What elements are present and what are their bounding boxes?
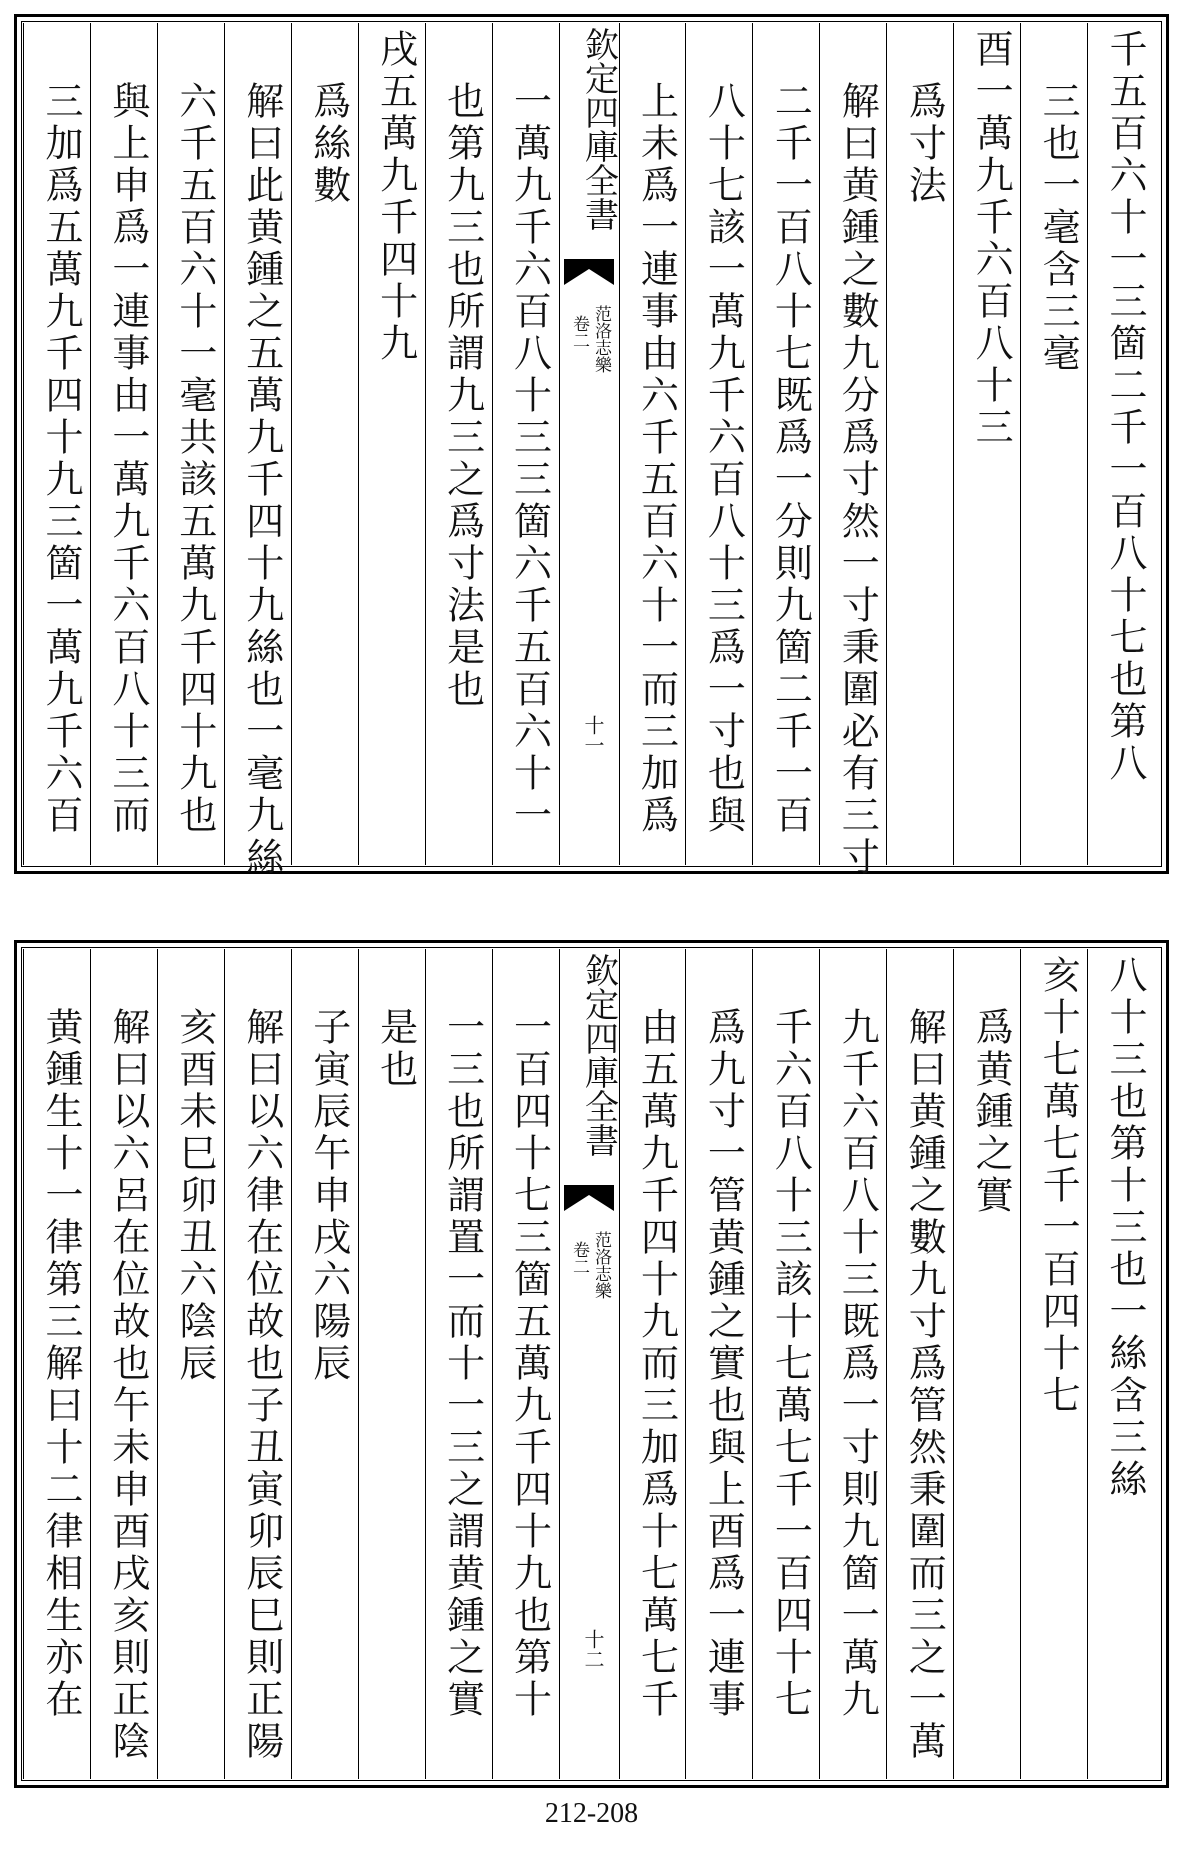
column-text: 解曰以六律在位故也子丑寅卯辰巳則正陽	[239, 1007, 284, 1763]
column-text: 是也	[373, 1007, 418, 1091]
column-text: 八十七該一萬九千六百八十三爲一寸也與	[701, 81, 746, 837]
text-column	[23, 949, 90, 1779]
text-column	[886, 949, 953, 1779]
text-column	[953, 23, 1020, 865]
text-column	[157, 949, 224, 1779]
column-text: 由五萬九千四十九而三加爲十七萬七千	[634, 1007, 679, 1721]
column-text: 戌五萬九千四十九	[373, 29, 418, 365]
text-column	[619, 23, 686, 865]
column-text: 八十三也第十三也一絲含三絲	[1103, 955, 1147, 1501]
text-column	[492, 23, 559, 865]
column-text: 爲九寸一管黄鍾之實也與上酉爲一連事	[701, 1007, 746, 1721]
column-text: 九千六百八十三既爲一寸則九箇一萬九	[835, 1007, 880, 1721]
column-text: 與上申爲一連事由一萬九千六百八十三而	[105, 81, 150, 837]
column-text: 解曰黄鍾之數九寸爲管然秉圍而三之一萬	[902, 1007, 947, 1763]
text-column	[90, 23, 157, 865]
text-column	[886, 23, 953, 865]
text-column	[752, 949, 819, 1779]
column-text: 千六百八十三該十七萬七千一百四十七	[768, 1007, 813, 1721]
center-book-name: 范洛志樂	[591, 305, 611, 373]
text-column	[1020, 23, 1087, 865]
column-text: 三也一毫含三毫	[1036, 81, 1081, 375]
text-column	[157, 23, 224, 865]
column-text: 解曰黄鍾之數九分爲寸然一寸秉圍必有三寸	[835, 81, 880, 879]
text-column	[90, 949, 157, 1779]
column-text: 亥十七萬七千一百四十七	[1036, 955, 1081, 1417]
column-text: 解曰此黄鍾之五萬九千四十九絲也一毫九絲	[239, 81, 284, 879]
text-column	[425, 949, 492, 1779]
text-column	[23, 23, 90, 865]
text-column	[685, 949, 752, 1779]
text-column	[1087, 23, 1154, 865]
center-volume: 卷二	[569, 1241, 589, 1275]
column-text: 一萬九千六百八十三三箇六千五百六十一	[507, 81, 552, 837]
center-leaf-number: 十二	[581, 1629, 605, 1669]
top-page-frame	[14, 14, 1169, 879]
text-column	[291, 23, 358, 865]
column-text: 一三也所謂置一而十一三之謂黄鍾之實	[440, 1007, 485, 1721]
top-page-columns	[23, 23, 1160, 879]
bottom-page-frame	[14, 940, 1169, 1788]
text-column	[752, 23, 819, 865]
center-fold-column	[559, 949, 619, 1779]
column-text: 爲寸法	[902, 81, 947, 207]
text-column	[819, 23, 886, 879]
center-book-name: 范洛志樂	[591, 1231, 611, 1299]
column-text: 酉一萬九千六百八十三	[969, 29, 1014, 449]
center-book-title: 欽定四庫全書	[578, 27, 619, 231]
bottom-page-columns	[23, 949, 1160, 1779]
text-column	[224, 23, 291, 879]
text-column	[619, 949, 686, 1779]
column-text: 二千一百八十七既爲一分則九箇二千一百	[768, 81, 813, 837]
column-text: 千五百六十一三箇二千一百八十七也第八	[1103, 29, 1147, 785]
column-text: 一百四十七三箇五萬九千四十九也第十	[507, 1007, 552, 1721]
text-column	[685, 23, 752, 865]
center-fold-column	[559, 23, 619, 865]
text-column	[425, 23, 492, 865]
column-text: 上未爲一連事由六千五百六十一而三加爲	[634, 81, 679, 837]
center-volume: 卷二	[569, 315, 589, 349]
text-column	[224, 949, 291, 1779]
center-leaf-number: 十一	[581, 715, 605, 755]
column-text: 子寅辰午申戌六陽辰	[306, 1007, 351, 1385]
column-text: 黄鍾生十一律第三解曰十二律相生亦在	[38, 1007, 83, 1721]
text-column	[819, 949, 886, 1779]
text-column	[953, 949, 1020, 1779]
text-column	[492, 949, 559, 1779]
column-text: 解曰以六呂在位故也午未申酉戌亥則正陰	[105, 1007, 150, 1763]
fishtail-mark-icon	[564, 1185, 614, 1211]
column-text: 也第九三也所謂九三之爲寸法是也	[440, 81, 485, 711]
column-text: 爲絲數	[306, 81, 351, 207]
column-text: 六千五百六十一毫共該五萬九千四十九也	[172, 81, 217, 837]
text-column	[358, 23, 425, 865]
page-number: 212-208	[544, 1798, 639, 1829]
text-column	[291, 949, 358, 1779]
center-book-title: 欽定四庫全書	[578, 953, 619, 1157]
text-column	[1020, 949, 1087, 1779]
column-text: 爲黄鍾之實	[969, 1007, 1014, 1217]
column-text: 亥酉未巳卯丑六陰辰	[172, 1007, 217, 1385]
fishtail-mark-icon	[564, 259, 614, 285]
text-column	[358, 949, 425, 1779]
text-column	[1087, 949, 1154, 1779]
column-text: 三加爲五萬九千四十九三箇一萬九千六百	[38, 81, 83, 837]
